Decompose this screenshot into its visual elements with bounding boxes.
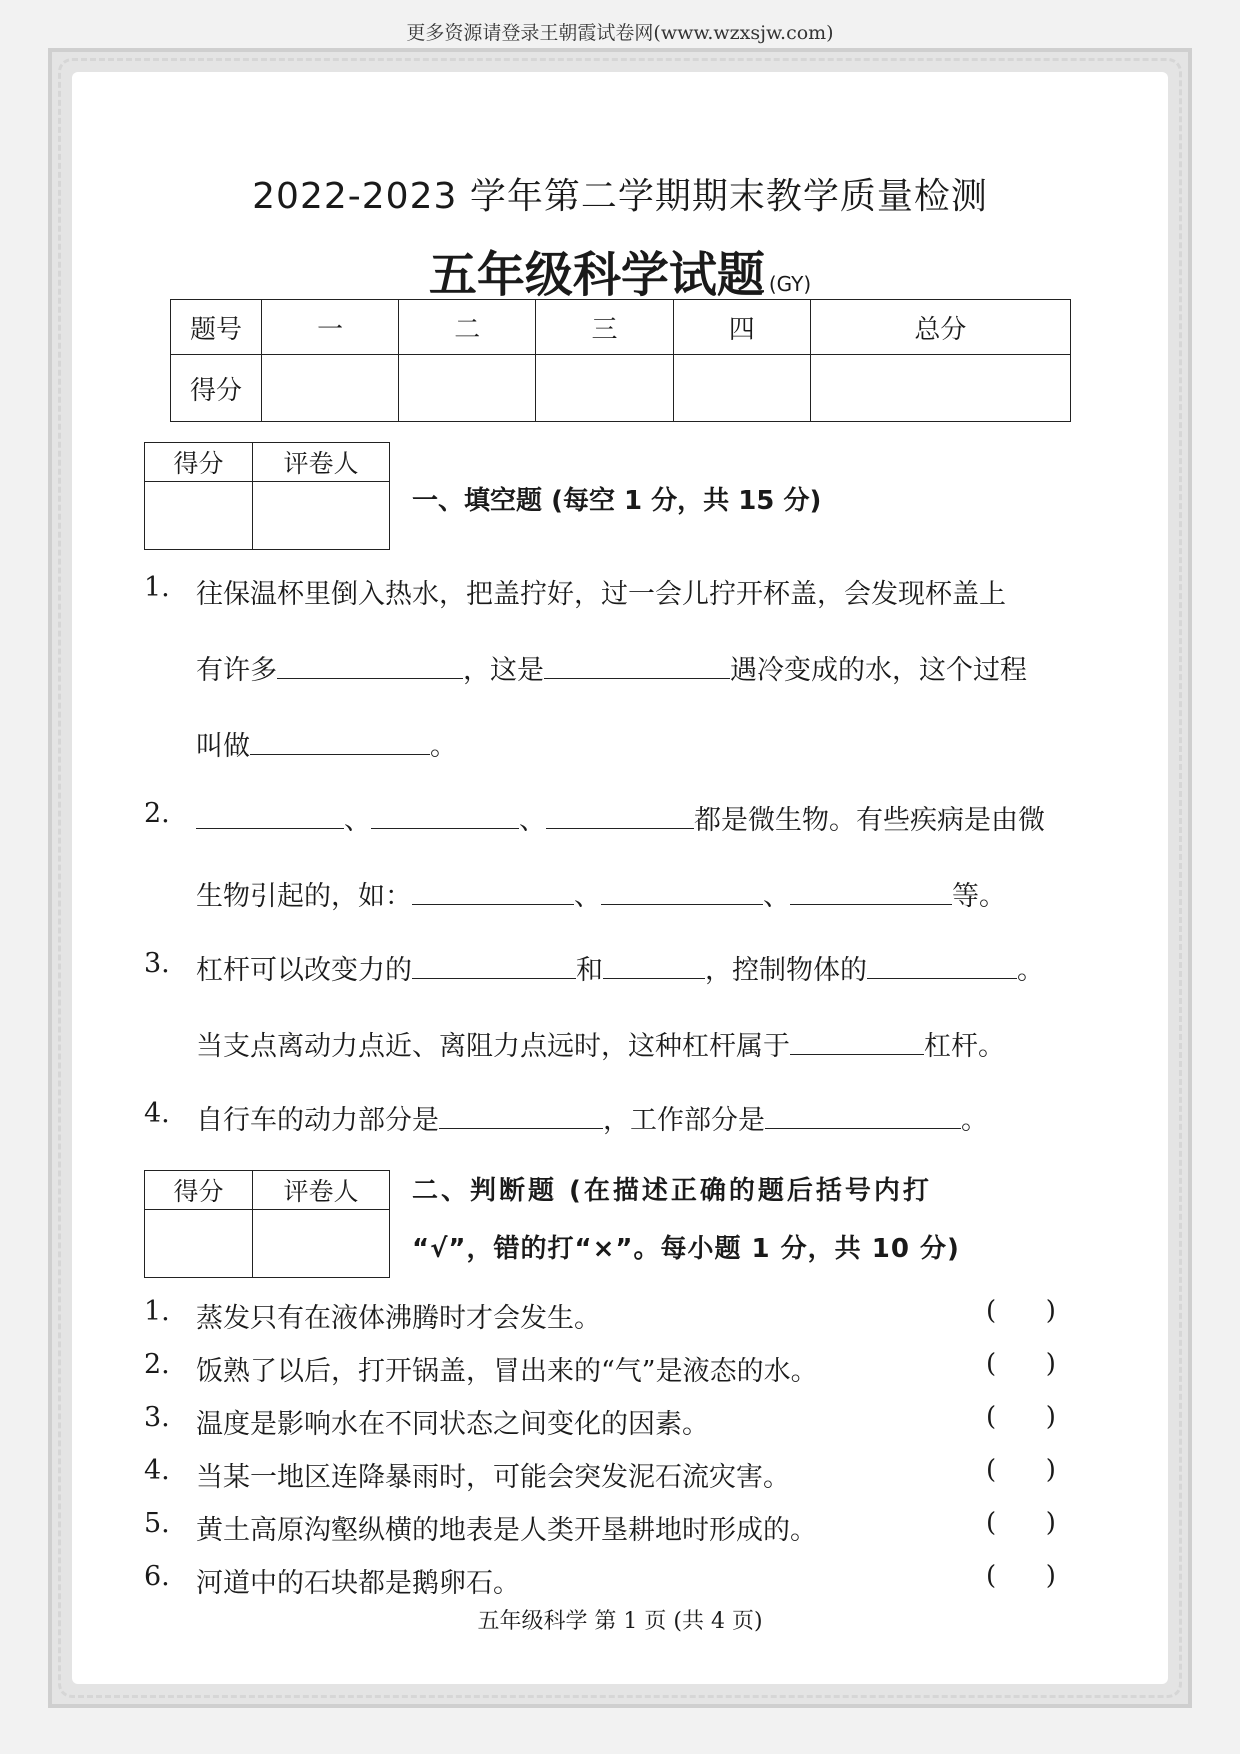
judgement-question-text: 饭熟了以后，打开锅盖，冒出来的“气”是液态的水。 (196, 1356, 818, 1387)
q1-line3 (196, 724, 457, 763)
section1-title: 一、填空题 (412, 486, 543, 516)
score-input-cell[interactable] (262, 355, 399, 422)
q2-line1 (196, 798, 1045, 837)
exam-subject-title-suffix: (GY) (768, 272, 812, 296)
judgement-question-text: 蒸发只有在液体沸腾时才会发生。 (196, 1303, 601, 1334)
judgement-question-number: 6. (144, 1561, 170, 1592)
score-table-cell: 二 (399, 300, 536, 355)
judgement-question-text: 黄土高原沟壑纵横的地表是人类开垦耕地时形成的。 (196, 1515, 817, 1546)
q2-text: 、 (344, 805, 371, 836)
q2-text: 、 (763, 881, 790, 912)
site-banner: 更多资源请登录王朝霞试卷网(www.wzxsjw.com) (406, 22, 834, 44)
score-table-cell: 三 (536, 300, 673, 355)
judgement-question-number: 1. (144, 1296, 170, 1327)
answer-blank[interactable] (790, 1028, 924, 1055)
judgement-question-number: 4. (144, 1455, 170, 1486)
score-summary-table (170, 299, 1071, 422)
q1-text: 叫做 (196, 731, 250, 762)
q1-text: 遇冷变成的水，这个过程 (730, 655, 1027, 686)
section2-heading-line2: “√”，错的打“×”。每小题 1 分，共 10 分) (412, 1234, 960, 1264)
grader-score-label: 得分 (145, 1171, 253, 1210)
answer-blank[interactable] (790, 878, 952, 905)
score-table-cell: 四 (673, 300, 810, 355)
q1-text: 。 (430, 731, 457, 762)
grader-name-cell[interactable] (253, 1210, 390, 1278)
exam-subject-title (0, 236, 1240, 305)
q4-text: 。 (961, 1105, 988, 1136)
judgement-question-number: 5. (144, 1508, 170, 1539)
answer-blank[interactable] (196, 802, 344, 829)
section1-note: (每空 1 分，共 15 分) (551, 486, 822, 516)
answer-blank[interactable] (412, 952, 576, 979)
question-number: 4. (144, 1098, 170, 1129)
q3-line2 (196, 1024, 1005, 1063)
q2-text: 等。 (952, 881, 1006, 912)
answer-blank[interactable] (250, 728, 430, 755)
answer-blank[interactable] (867, 952, 1017, 979)
q4-line (196, 1098, 988, 1137)
judgement-question-number: 3. (144, 1402, 170, 1433)
q1-line2 (196, 648, 1027, 687)
q2-text: 都是微生物。有些疾病是由微 (694, 805, 1045, 836)
section2-grader-box (144, 1170, 390, 1278)
q2-text: 、 (519, 805, 546, 836)
section2-heading-line1: 二、判断题 (在描述正确的题后括号内打 (412, 1176, 932, 1206)
judgement-question-text: 当某一地区连降暴雨时，可能会突发泥石流灾害。 (196, 1462, 790, 1493)
judgement-question-text: 河道中的石块都是鹅卵石。 (196, 1568, 520, 1599)
answer-parentheses[interactable]: ( ) (986, 1455, 1056, 1485)
judgement-question-number: 2. (144, 1349, 170, 1380)
grader-name-label: 评卷人 (253, 443, 390, 482)
question-number: 1. (144, 572, 170, 603)
score-table-score-row (171, 355, 1071, 422)
grader-name-cell[interactable] (253, 482, 390, 550)
answer-parentheses[interactable]: ( ) (986, 1349, 1056, 1379)
grader-score-cell[interactable] (145, 482, 253, 550)
question-number: 3. (144, 948, 170, 979)
score-table-cell: 一 (262, 300, 399, 355)
answer-blank[interactable] (546, 802, 694, 829)
answer-blank[interactable] (371, 802, 519, 829)
q2-text: 、 (574, 881, 601, 912)
q2-line2 (196, 874, 1006, 913)
answer-blank[interactable] (412, 878, 574, 905)
score-input-cell[interactable] (810, 355, 1070, 422)
answer-parentheses[interactable]: ( ) (986, 1402, 1056, 1432)
q4-text: 自行车的动力部分是 (196, 1105, 439, 1136)
answer-parentheses[interactable]: ( ) (986, 1296, 1056, 1326)
q4-text: ，工作部分是 (603, 1105, 765, 1136)
q3-text: 当支点离动力点近、离阻力点远时，这种杠杆属于 (196, 1031, 790, 1062)
section1-grader-box (144, 442, 390, 550)
exam-subject-title-text: 五年级科学试题 (428, 247, 765, 303)
grader-score-label: 得分 (145, 443, 253, 482)
answer-blank[interactable] (601, 878, 763, 905)
answer-parentheses[interactable]: ( ) (986, 1561, 1056, 1591)
answer-blank[interactable] (765, 1102, 961, 1129)
q3-text: 。 (1017, 955, 1044, 986)
grader-name-label: 评卷人 (253, 1171, 390, 1210)
score-table-cell: 总分 (810, 300, 1070, 355)
score-input-cell[interactable] (673, 355, 810, 422)
q3-text: 杠杆。 (924, 1031, 1005, 1062)
q1-line1: 往保温杯里倒入热水，把盖拧好，过一会儿拧开杯盖，会发现杯盖上 (196, 579, 1006, 610)
grader-score-cell[interactable] (145, 1210, 253, 1278)
answer-blank[interactable] (439, 1102, 603, 1129)
section1-heading (412, 480, 821, 517)
answer-blank[interactable] (277, 652, 463, 679)
judgement-question-text: 温度是影响水在不同状态之间变化的因素。 (196, 1409, 709, 1440)
page-footer: 五年级科学 第 1 页 (共 4 页) (477, 1609, 763, 1634)
q1-text: 有许多 (196, 655, 277, 686)
q3-text: ，控制物体的 (705, 955, 867, 986)
score-table-header-row (171, 300, 1071, 355)
q3-line1 (196, 948, 1044, 987)
answer-blank[interactable] (603, 952, 705, 979)
q1-text: ，这是 (463, 655, 544, 686)
q3-text: 和 (576, 955, 603, 986)
answer-blank[interactable] (544, 652, 730, 679)
q2-text: 生物引起的，如： (196, 881, 412, 912)
question-number: 2. (144, 798, 170, 829)
answer-parentheses[interactable]: ( ) (986, 1508, 1056, 1538)
q3-text: 杠杆可以改变力的 (196, 955, 412, 986)
score-input-cell[interactable] (399, 355, 536, 422)
exam-term-title: 2022-2023 学年第二学期期末教学质量检测 (252, 176, 988, 217)
score-table-cell: 题号 (171, 300, 262, 355)
score-input-cell[interactable] (536, 355, 673, 422)
score-table-cell: 得分 (171, 355, 262, 422)
